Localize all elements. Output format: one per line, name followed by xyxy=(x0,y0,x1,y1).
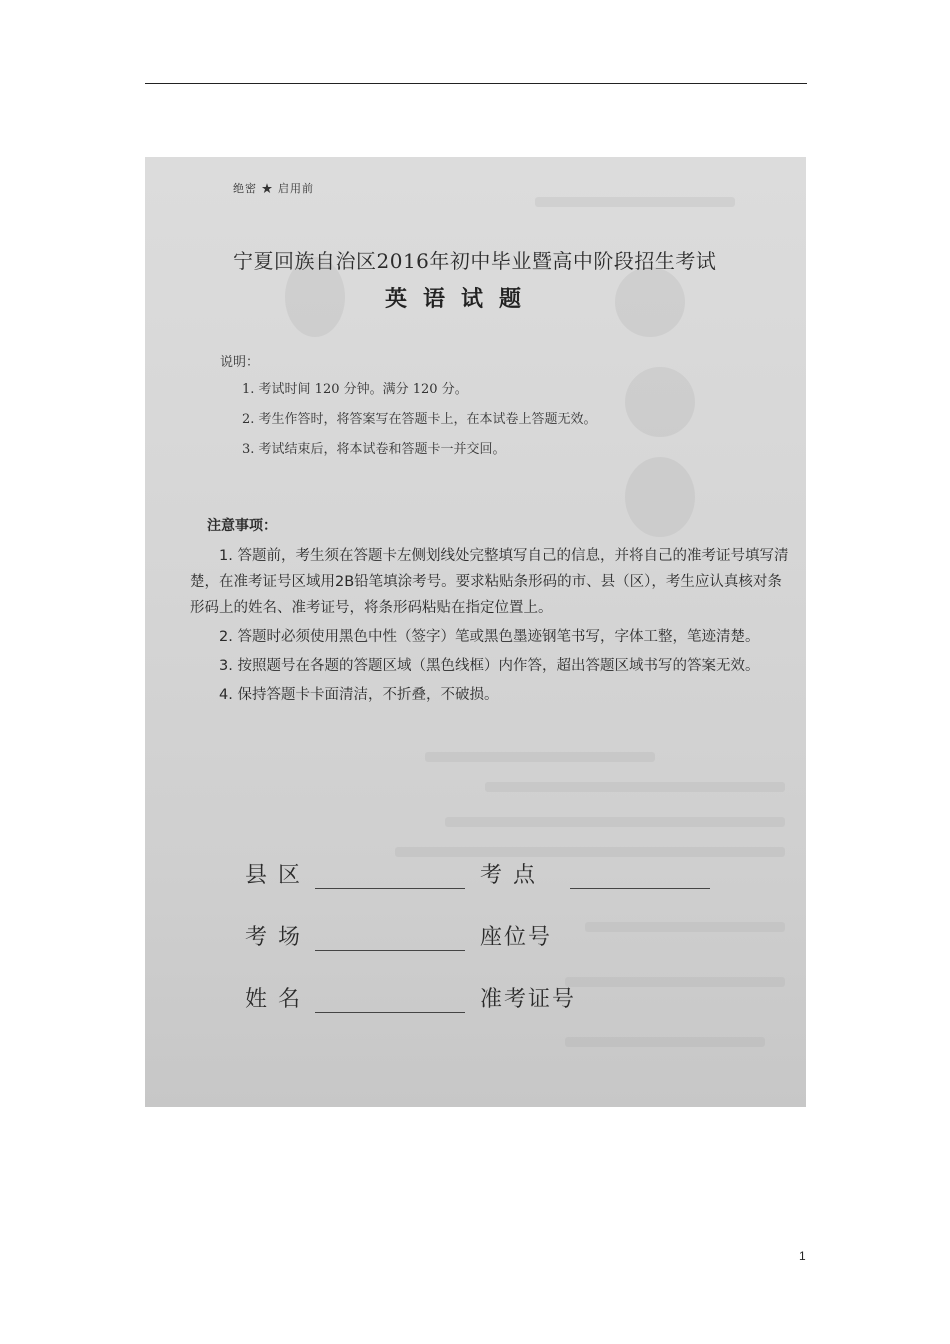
note-item: 4. 保持答题卡卡面清洁，不折叠，不破损。 xyxy=(219,687,499,703)
exam-title: 宁夏回族自治区2016年初中毕业暨高中阶段招生考试 xyxy=(233,249,717,273)
instructions-section xyxy=(220,351,597,468)
county-blank[interactable] xyxy=(315,866,465,889)
field-row xyxy=(245,919,765,951)
ghost-figure xyxy=(615,267,685,337)
ghost-line xyxy=(395,847,785,857)
ghost-line xyxy=(485,782,785,792)
ghost-figure xyxy=(625,367,695,437)
exam-site-label: 考 点 xyxy=(480,863,537,888)
notes-section xyxy=(190,513,790,711)
instructions-heading: 说明： xyxy=(220,355,260,370)
instruction-item: 1. 考试时间 120 分钟。满分 120 分。 xyxy=(242,382,468,397)
note-item: 1. 答题前，考生须在答题卡左侧划线处完整填写自己的信息，并将自己的准考证号填写清楚，在准考证号区域用2B铅笔填涂考号。要求粘贴条形码的市、县（区），考生应认真核对条形码上的姓名、准考证号，将条形码粘贴在指定位置上。 xyxy=(190,548,789,616)
instruction-item: 2. 考生作答时，将答案写在答题卡上，在本试卷上答题无效。 xyxy=(242,412,597,427)
field-row xyxy=(245,981,765,1013)
ghost-line xyxy=(445,817,785,827)
name-blank[interactable] xyxy=(315,990,465,1013)
exam-site-blank[interactable] xyxy=(570,866,710,889)
field-row xyxy=(245,857,765,889)
exam-photo xyxy=(145,157,806,1107)
admission-number-label: 准考证号 xyxy=(480,987,577,1012)
note-item: 2. 答题时必须使用黑色中性（签字）笔或黑色墨迹钢笔书写，字体工整，笔迹清楚。 xyxy=(219,629,760,645)
name-label: 姓 名 xyxy=(245,987,302,1012)
exam-room-label: 考 场 xyxy=(245,925,302,950)
page-number: 1 xyxy=(799,1249,806,1263)
seat-number-label: 座位号 xyxy=(480,925,553,950)
note-item: 3. 按照题号在各题的答题区域（黑色线框）内作答，超出答题区域书写的答案无效。 xyxy=(219,658,760,674)
subject-title: 英语试题 xyxy=(385,286,538,312)
notes-heading: 注意事项： xyxy=(207,518,277,534)
county-label: 县 区 xyxy=(245,863,302,888)
confidential-label: 绝密 ★ 启用前 xyxy=(233,182,314,195)
header-rule xyxy=(145,83,807,84)
ghost-line xyxy=(535,197,735,207)
candidate-info-fields xyxy=(245,857,765,1043)
exam-room-blank[interactable] xyxy=(315,928,465,951)
instruction-item: 3. 考试结束后，将本试卷和答题卡一并交回。 xyxy=(242,442,506,457)
ghost-line xyxy=(425,752,655,762)
